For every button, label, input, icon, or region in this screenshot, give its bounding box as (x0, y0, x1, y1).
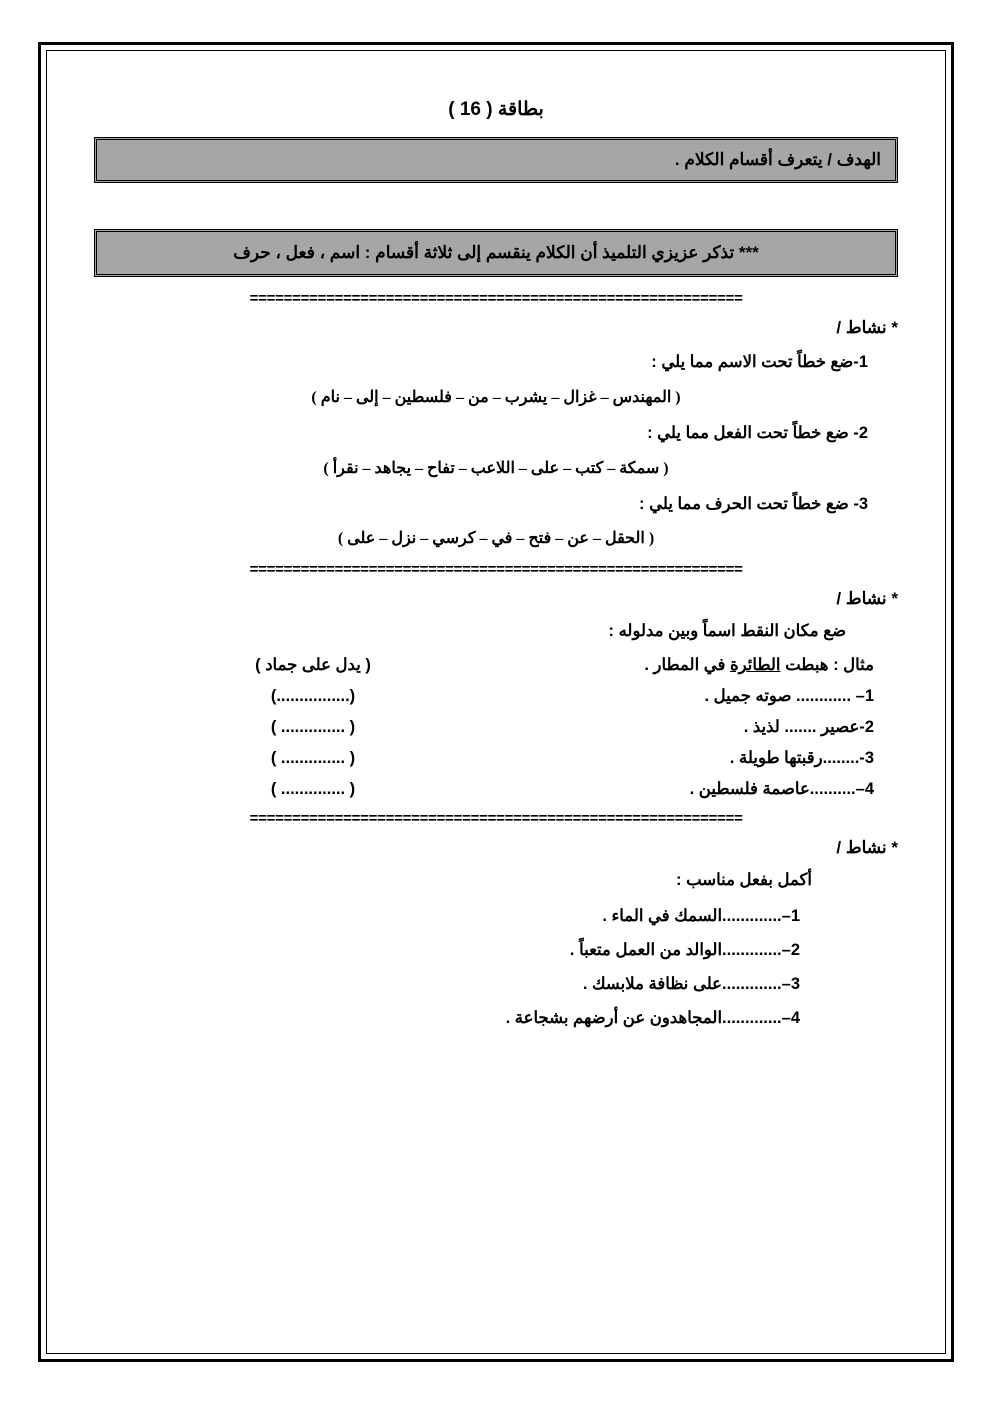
activity-1-item-1-prompt: 1-ضع خطاً تحت الاسم مما يلي : (651, 353, 868, 371)
activity-2-example-underlined: الطائرة (729, 656, 781, 675)
activity-2-row-3-left[interactable]: 3-........رقبتها طويلة . (729, 749, 874, 768)
activity-1-item-3-prompt: 3- ضع خطاً تحت الحرف مما يلي : (639, 494, 868, 513)
activity-2-row-2-left[interactable]: 2-عصير ....... لذيذ . (743, 718, 874, 737)
activity-2-row-4 (94, 779, 898, 799)
activity-2-heading: * نشاط / (836, 589, 898, 609)
activity-2-prompt: ضع مكان النقط اسماً وبين مدلوله : (608, 622, 846, 641)
activity-1-item-1-words: ( المهندس – غزال – يشرب – من – فلسطين – إلى – نام ) (311, 388, 681, 406)
activity-2-row-1-right[interactable]: (................) (270, 687, 356, 706)
activity-2-row-example-left (478, 655, 898, 675)
objective-box: الهدف / يتعرف أقسام الكلام . (94, 137, 898, 183)
activity-2-row-example-right: ( يدل على جماد ) (255, 656, 371, 675)
activity-2-row-4-right[interactable]: ( .............. ) (270, 780, 356, 799)
activity-2-example-lead: مثال : هبطت (780, 656, 874, 675)
activity-2-row-3 (94, 748, 898, 768)
activity-2-row-4-left[interactable]: 4–..........عاصمة فلسطين . (689, 780, 874, 799)
activity-3-prompt: أكمل بفعل مناسب : (676, 871, 812, 890)
activity-2-row-example (94, 655, 898, 675)
activity-3-line-4[interactable]: 4–.............المجاهدون عن أرضهم بشجاعة . (505, 1009, 800, 1028)
page-title: بطاقة ( 16 ) (448, 99, 544, 120)
divider-3: ========================================================== (249, 811, 743, 829)
activity-1-item-2-words: ( سمكة – كتب – على – اللاعب – تفاح – يجاهد – نقرأ ) (323, 459, 669, 477)
activity-1 (94, 318, 898, 548)
activity-3 (94, 838, 898, 1028)
divider-2: ========================================================== (249, 562, 743, 580)
reminder-box: *** تذكر عزيزي التلميذ أن الكلام ينقسم إلى ثلاثة أقسام : اسم ، فعل ، حرف (94, 229, 898, 277)
activity-2-row-3-right[interactable]: ( .............. ) (270, 749, 356, 768)
activity-2-example-tail: في المطار . (644, 656, 730, 675)
activity-2 (94, 589, 898, 799)
worksheet-content (42, 40, 950, 1028)
activity-3-line-1[interactable]: 1–.............السمك في الماء . (602, 907, 800, 926)
activity-3-line-3[interactable]: 3–.............على نظافة ملابسك . (582, 975, 800, 994)
activity-2-row-2-right[interactable]: ( .............. ) (270, 718, 356, 737)
activity-3-line-2[interactable]: 2–.............الوالد من العمل متعباً . (569, 941, 800, 960)
activity-2-row-2 (94, 717, 898, 737)
activity-1-item-2-prompt: 2- ضع خطاً تحت الفعل مما يلي : (647, 423, 868, 442)
activity-2-row-1-left[interactable]: 1– ............ صوته جميل . (704, 687, 874, 706)
activity-1-heading: * نشاط / (836, 318, 898, 337)
activity-3-heading: * نشاط / (836, 838, 898, 858)
divider-1: ========================================================== (249, 291, 743, 308)
activity-2-row-1 (94, 686, 898, 706)
activity-1-item-3-words: ( الحقل – عن – فتح – في – كرسي – نزل – على ) (337, 530, 655, 548)
